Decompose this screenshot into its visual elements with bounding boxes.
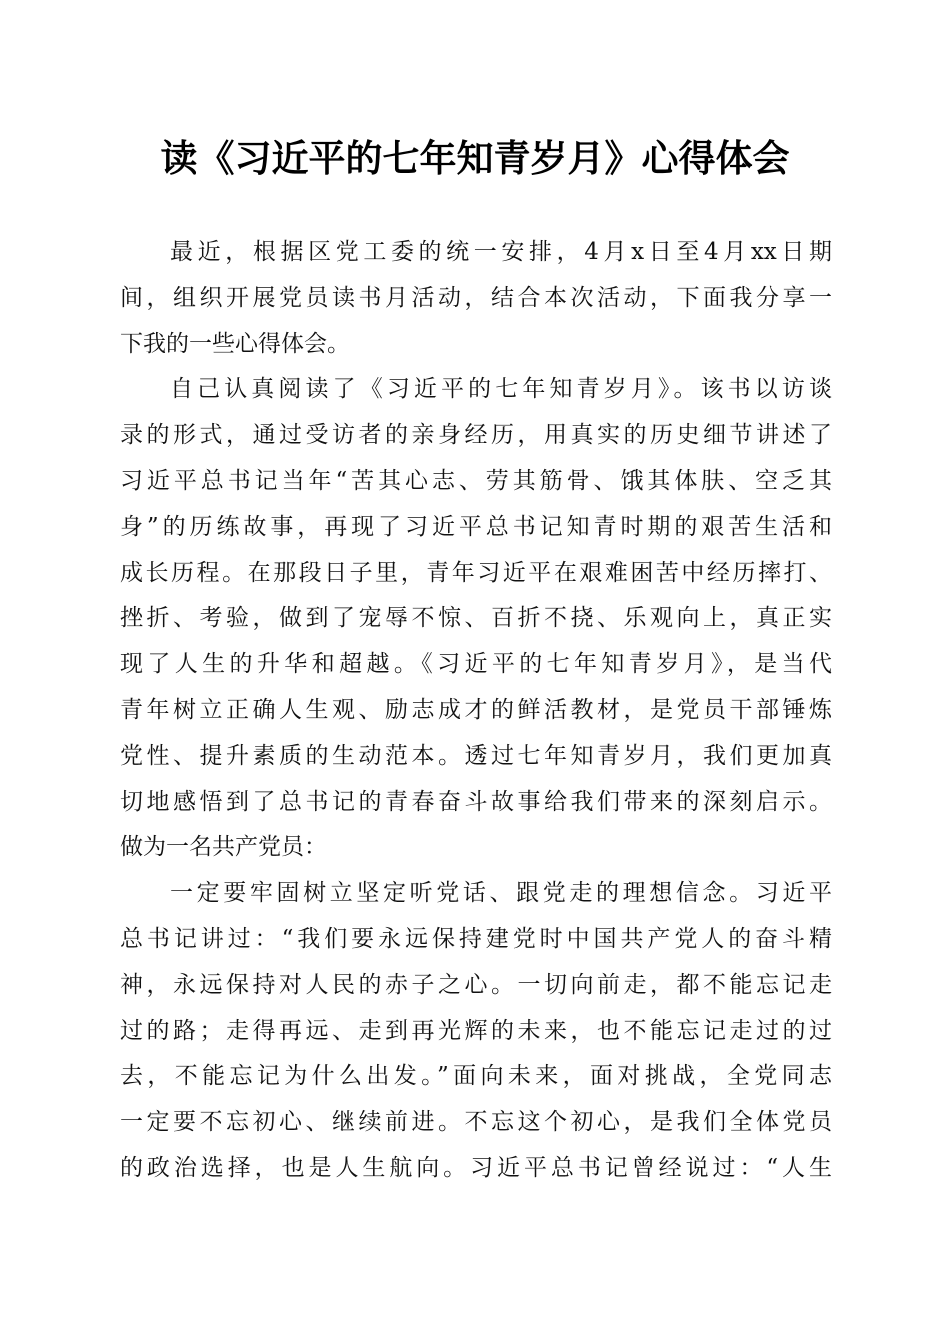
text-line: 挫折、考验，做到了宠辱不惊、百折不挠、乐观向上，真正实 [120,605,832,632]
text-line: 最近，根据区党工委的统一安排，4月x日至4月xx日期 [170,239,832,265]
text-line: 间，组织开展党员读书月活动，结合本次活动，下面我分享一 [120,284,832,311]
text-line: 成长历程。在那段日子里，青年习近平在艰难困苦中经历摔打、 [120,559,832,586]
text-line: 党性、提升素质的生动范本。透过七年知青岁月，我们更加真 [120,742,832,769]
text-line: 录的形式，通过受访者的亲身经历，用真实的历史细节讲述了 [120,422,832,449]
text-line: 一定要牢固树立坚定听党话、跟党走的理想信念。习近平 [170,880,832,907]
paragraph-1 [120,230,832,367]
text-line: 过的路；走得再远、走到再光辉的未来，也不能忘记走过的过 [120,1017,832,1044]
document-body [120,230,832,1192]
text-line: 总书记讲过：“我们要永远保持建党时中国共产党人的奋斗精 [120,925,832,952]
text-line: 青年树立正确人生观、励志成才的鲜活教材，是党员干部锤炼 [120,696,832,723]
text-line: 现了人生的升华和超越。《习近平的七年知青岁月》，是当代 [120,651,832,678]
text-line: 自己认真阅读了《习近平的七年知青岁月》。该书以访谈 [170,376,832,403]
text-line: 切地感悟到了总书记的青春奋斗故事给我们带来的深刻启示。 [120,788,832,815]
text-line: 下我的一些心得体会。 [120,330,350,357]
text-line: 的政治选择，也是人生航向。习近平总书记曾经说过：“人生 [120,1154,832,1181]
text-line: 习近平总书记当年“苦其心志、劳其筋骨、饿其体肤、空乏其 [120,467,832,494]
document-title: 读《习近平的七年知青岁月》心得体会 [160,136,790,180]
text-line: 做为一名共产党员： [120,834,327,861]
text-line: 去，不能忘记为什么出发。”面向未来，面对挑战，全党同志 [120,1063,832,1090]
text-line: 神，永远保持对人民的赤子之心。一切向前走，都不能忘记走 [120,971,832,998]
paragraph-2 [120,367,832,871]
paragraph-3 [120,871,832,1192]
text-line: 身”的历练故事，再现了习近平总书记知青时期的艰苦生活和 [120,513,832,540]
text-line: 一定要不忘初心、继续前进。不忘这个初心，是我们全体党员 [120,1109,832,1136]
